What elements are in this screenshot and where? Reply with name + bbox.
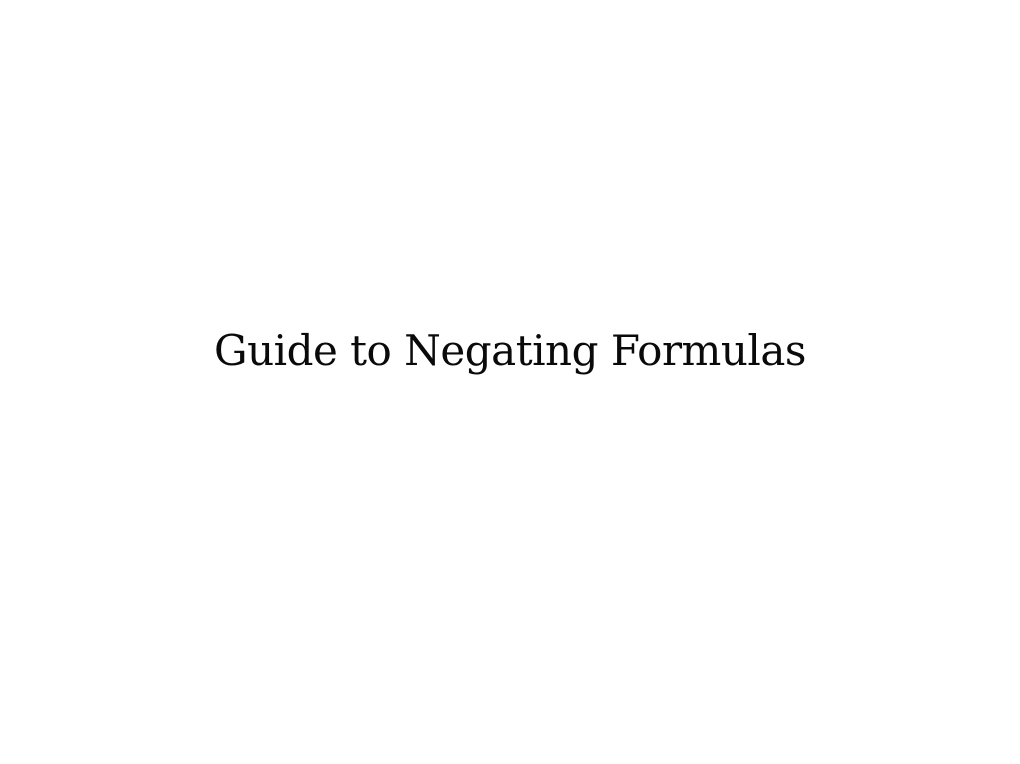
slide-title: Guide to Negating Formulas	[214, 326, 806, 375]
